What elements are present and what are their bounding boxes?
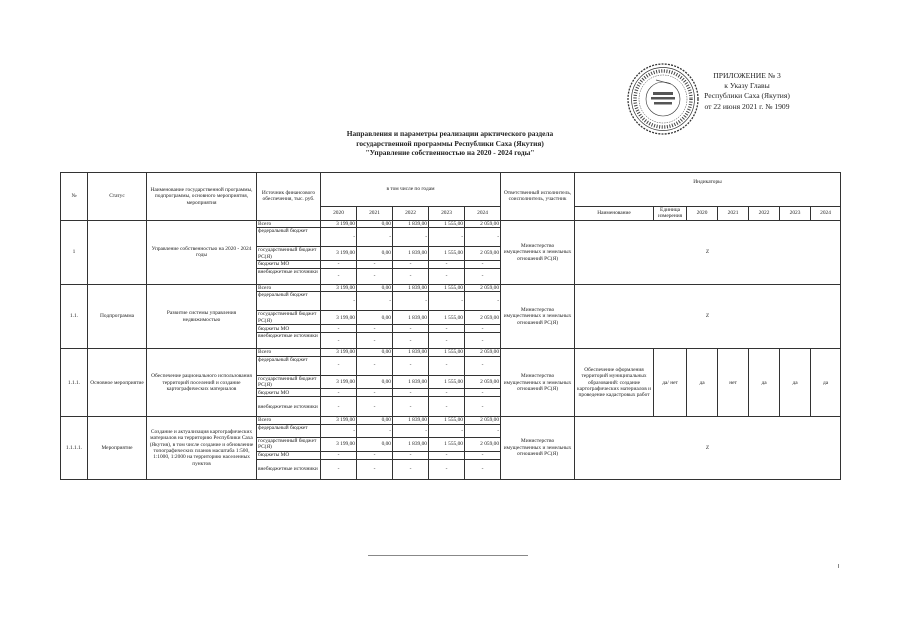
header-indicator-name: Наименование <box>575 207 654 221</box>
value-cell: 1 555,00 <box>429 247 465 261</box>
value-cell: - <box>429 459 465 479</box>
source-extra: внебюджетные источники <box>257 459 321 479</box>
source-federal: федеральный бюджет <box>257 228 321 247</box>
value-cell: 2 059,00 <box>465 437 501 451</box>
source-extra: внебюджетные источники <box>257 269 321 285</box>
title-line-3: "Управление собственностью на 2020 - 2024 годы" <box>365 148 535 158</box>
header-executor: Ответственный исполнитель, соисполнитель, участник <box>501 173 575 221</box>
value-cell: - <box>393 389 429 397</box>
source-total: Всего <box>257 220 321 227</box>
row-status: Основное мероприятие <box>88 349 147 417</box>
value-cell: - <box>321 333 357 349</box>
value-cell: - <box>321 269 357 285</box>
value-cell: 3 199,00 <box>321 247 357 261</box>
value-cell: - <box>321 292 357 311</box>
value-cell: - <box>429 389 465 397</box>
value-cell: - <box>357 269 393 285</box>
indicator-z: Z <box>575 220 841 284</box>
value-cell: - <box>321 325 357 333</box>
value-cell: - <box>465 261 501 269</box>
header-year: 2024 <box>465 207 501 221</box>
value-cell: - <box>429 451 465 459</box>
value-cell: - <box>393 424 429 437</box>
value-cell: 2 059,00 <box>465 349 501 356</box>
row-num: 1.1.1. <box>61 349 88 417</box>
row-status: Мероприятие <box>88 417 147 479</box>
value-cell: 3 199,00 <box>321 375 357 389</box>
value-cell: 1 839,00 <box>393 375 429 389</box>
value-cell: - <box>357 389 393 397</box>
header-ind-year: 2023 <box>780 207 811 221</box>
value-cell: - <box>393 397 429 417</box>
value-cell: 1 839,00 <box>393 311 429 325</box>
value-cell: - <box>321 389 357 397</box>
value-cell: - <box>429 325 465 333</box>
value-cell: - <box>357 261 393 269</box>
value-cell: - <box>429 269 465 285</box>
header-by-years: в том числе по годам <box>321 173 501 207</box>
indicator-value: да <box>687 349 718 417</box>
header-unit: Единица измерения <box>654 207 687 221</box>
source-municipal: бюджеты МО <box>257 389 321 397</box>
value-cell: - <box>357 451 393 459</box>
value-cell: - <box>465 269 501 285</box>
annex-line-4: от 22 июня 2021 г. № 1909 <box>704 101 790 111</box>
value-cell: 0,00 <box>357 349 393 356</box>
value-cell: - <box>357 333 393 349</box>
value-cell: 0,00 <box>357 311 393 325</box>
table-row <box>61 220 841 227</box>
source-extra: внебюджетные источники <box>257 333 321 349</box>
value-cell: 1 839,00 <box>393 247 429 261</box>
value-cell: 3 199,00 <box>321 437 357 451</box>
source-extra: внебюджетные источники <box>257 397 321 417</box>
header-source: Источник финансового обеспечения, тыс. руб. <box>257 173 321 221</box>
header-ind-year: 2021 <box>718 207 749 221</box>
table-row <box>61 417 841 424</box>
row-executor: Министерство имущественных и земельных отношений РС(Я) <box>501 285 575 349</box>
value-cell: 1 555,00 <box>429 437 465 451</box>
value-cell: 1 839,00 <box>393 349 429 356</box>
value-cell: - <box>393 292 429 311</box>
value-cell: - <box>393 356 429 375</box>
indicator-value: да <box>749 349 780 417</box>
value-cell: - <box>429 228 465 247</box>
value-cell: 1 839,00 <box>393 220 429 227</box>
table-header-row <box>61 173 841 207</box>
value-cell: 1 839,00 <box>393 417 429 424</box>
header-year: 2020 <box>321 207 357 221</box>
value-cell: - <box>465 356 501 375</box>
row-executor: Министерство имущественных и земельных отношений РС(Я) <box>501 417 575 479</box>
value-cell: - <box>357 459 393 479</box>
value-cell: 1 555,00 <box>429 349 465 356</box>
row-num: 1 <box>61 220 88 284</box>
value-cell: 1 555,00 <box>429 375 465 389</box>
value-cell: 0,00 <box>357 375 393 389</box>
program-table <box>60 172 841 480</box>
value-cell: 0,00 <box>357 437 393 451</box>
value-cell: 0,00 <box>357 220 393 227</box>
header-ind-year: 2020 <box>687 207 718 221</box>
value-cell: 1 555,00 <box>429 285 465 292</box>
indicator-z: Z <box>575 285 841 349</box>
signature-line <box>368 555 528 556</box>
value-cell: - <box>465 333 501 349</box>
indicator-name: Обеспечение оформления территорий муниципальных образований: создание картографических материалов и проведение кадастровых работ <box>575 349 654 417</box>
indicator-value: да <box>811 349 841 417</box>
source-total: Всего <box>257 349 321 356</box>
row-executor: Министерство имущественных и земельных отношений РС(Я) <box>501 220 575 284</box>
title-line-2: государственной программы Республики Саха (Якутия) <box>356 138 544 148</box>
value-cell: - <box>357 397 393 417</box>
value-cell: 2 059,00 <box>465 417 501 424</box>
annex-line-3: Республики Саха (Якутия) <box>704 91 790 101</box>
value-cell: - <box>321 397 357 417</box>
source-municipal: бюджеты МО <box>257 325 321 333</box>
row-executor: Министерство имущественных и земельных отношений РС(Я) <box>501 349 575 417</box>
value-cell: - <box>465 389 501 397</box>
value-cell: - <box>429 397 465 417</box>
indicator-z: Z <box>575 417 841 479</box>
annex-block <box>682 71 812 112</box>
table-row <box>61 349 841 356</box>
value-cell: - <box>429 424 465 437</box>
header-num: № <box>61 173 88 221</box>
source-federal: федеральный бюджет <box>257 356 321 375</box>
value-cell: - <box>393 451 429 459</box>
row-status: Подпрограмма <box>88 285 147 349</box>
row-name: Управление собственностью на 2020 - 2024 годы <box>147 220 257 284</box>
value-cell: - <box>393 325 429 333</box>
row-num: 1.1. <box>61 285 88 349</box>
value-cell: 0,00 <box>357 247 393 261</box>
value-cell: 0,00 <box>357 417 393 424</box>
row-status <box>88 220 147 284</box>
source-state: государственный бюджет РС(Я) <box>257 311 321 325</box>
value-cell: 2 059,00 <box>465 311 501 325</box>
value-cell: - <box>429 261 465 269</box>
value-cell: 1 839,00 <box>393 285 429 292</box>
value-cell: 3 199,00 <box>321 220 357 227</box>
value-cell: - <box>393 261 429 269</box>
value-cell: - <box>465 397 501 417</box>
source-federal: федеральный бюджет <box>257 424 321 437</box>
header-year: 2023 <box>429 207 465 221</box>
source-state: государственный бюджет РС(Я) <box>257 375 321 389</box>
value-cell: - <box>321 459 357 479</box>
title-line-1: Направления и параметры реализации арктического раздела <box>346 129 554 138</box>
header-ind-year: 2022 <box>749 207 780 221</box>
value-cell: 2 059,00 <box>465 220 501 227</box>
value-cell: - <box>357 292 393 311</box>
indicator-value: да <box>780 349 811 417</box>
value-cell: 2 059,00 <box>465 247 501 261</box>
indicator-unit: да/ нет <box>654 349 687 417</box>
header-year: 2022 <box>393 207 429 221</box>
value-cell: - <box>321 261 357 269</box>
value-cell: - <box>465 451 501 459</box>
row-num: 1.1.1.1. <box>61 417 88 479</box>
page-edge-mark <box>838 564 839 568</box>
value-cell: - <box>393 269 429 285</box>
value-cell: - <box>465 228 501 247</box>
value-cell: 1 839,00 <box>393 437 429 451</box>
row-name: Обеспечение рационального использования территорий поселений и создание картографических материалов <box>147 349 257 417</box>
header-ind-year: 2024 <box>811 207 841 221</box>
value-cell: - <box>465 459 501 479</box>
table-row <box>61 285 841 292</box>
value-cell: - <box>465 292 501 311</box>
value-cell: 3 199,00 <box>321 311 357 325</box>
value-cell: 1 555,00 <box>429 311 465 325</box>
source-municipal: бюджеты МО <box>257 451 321 459</box>
value-cell: - <box>393 228 429 247</box>
header-year: 2021 <box>357 207 393 221</box>
value-cell: - <box>429 292 465 311</box>
annex-line-1: ПРИЛОЖЕНИЕ № 3 <box>713 71 781 80</box>
header-status: Статус <box>88 173 147 221</box>
source-federal: федеральный бюджет <box>257 292 321 311</box>
value-cell: - <box>321 356 357 375</box>
value-cell: - <box>393 459 429 479</box>
value-cell: - <box>357 356 393 375</box>
row-name: Развитие системы управления недвижимостью <box>147 285 257 349</box>
value-cell: - <box>429 333 465 349</box>
document-title <box>300 129 600 158</box>
source-municipal: бюджеты МО <box>257 261 321 269</box>
header-indicators: Индикаторы <box>575 173 841 207</box>
value-cell: 2 059,00 <box>465 375 501 389</box>
value-cell: - <box>393 333 429 349</box>
source-state: государственный бюджет РС(Я) <box>257 247 321 261</box>
value-cell: 0,00 <box>357 285 393 292</box>
value-cell: 3 199,00 <box>321 349 357 356</box>
value-cell: - <box>465 325 501 333</box>
source-total: Всего <box>257 417 321 424</box>
value-cell: 3 199,00 <box>321 285 357 292</box>
source-total: Всего <box>257 285 321 292</box>
value-cell: 3 199,00 <box>321 417 357 424</box>
value-cell: - <box>357 325 393 333</box>
value-cell: - <box>321 228 357 247</box>
value-cell: - <box>321 451 357 459</box>
row-name: Создание и актуализация картографических материалов на территорию Республики Саха (Якутия), в том числе создание и обновление топографических планов масштаба 1:500, 1:1000, 1:2000 на территорию населенных пунктов <box>147 417 257 479</box>
value-cell: 2 059,00 <box>465 285 501 292</box>
source-state: государственный бюджет РС(Я) <box>257 437 321 451</box>
value-cell: - <box>429 356 465 375</box>
value-cell: - <box>321 424 357 437</box>
header-name: Наименование государственной программы, подпрограммы, основного мероприятия, мероприятия <box>147 173 257 221</box>
indicator-value: нет <box>718 349 749 417</box>
value-cell: 1 555,00 <box>429 417 465 424</box>
value-cell: - <box>357 228 393 247</box>
value-cell: 1 555,00 <box>429 220 465 227</box>
value-cell: - <box>465 424 501 437</box>
annex-line-2: к Указу Главы <box>724 81 770 91</box>
value-cell: - <box>357 424 393 437</box>
